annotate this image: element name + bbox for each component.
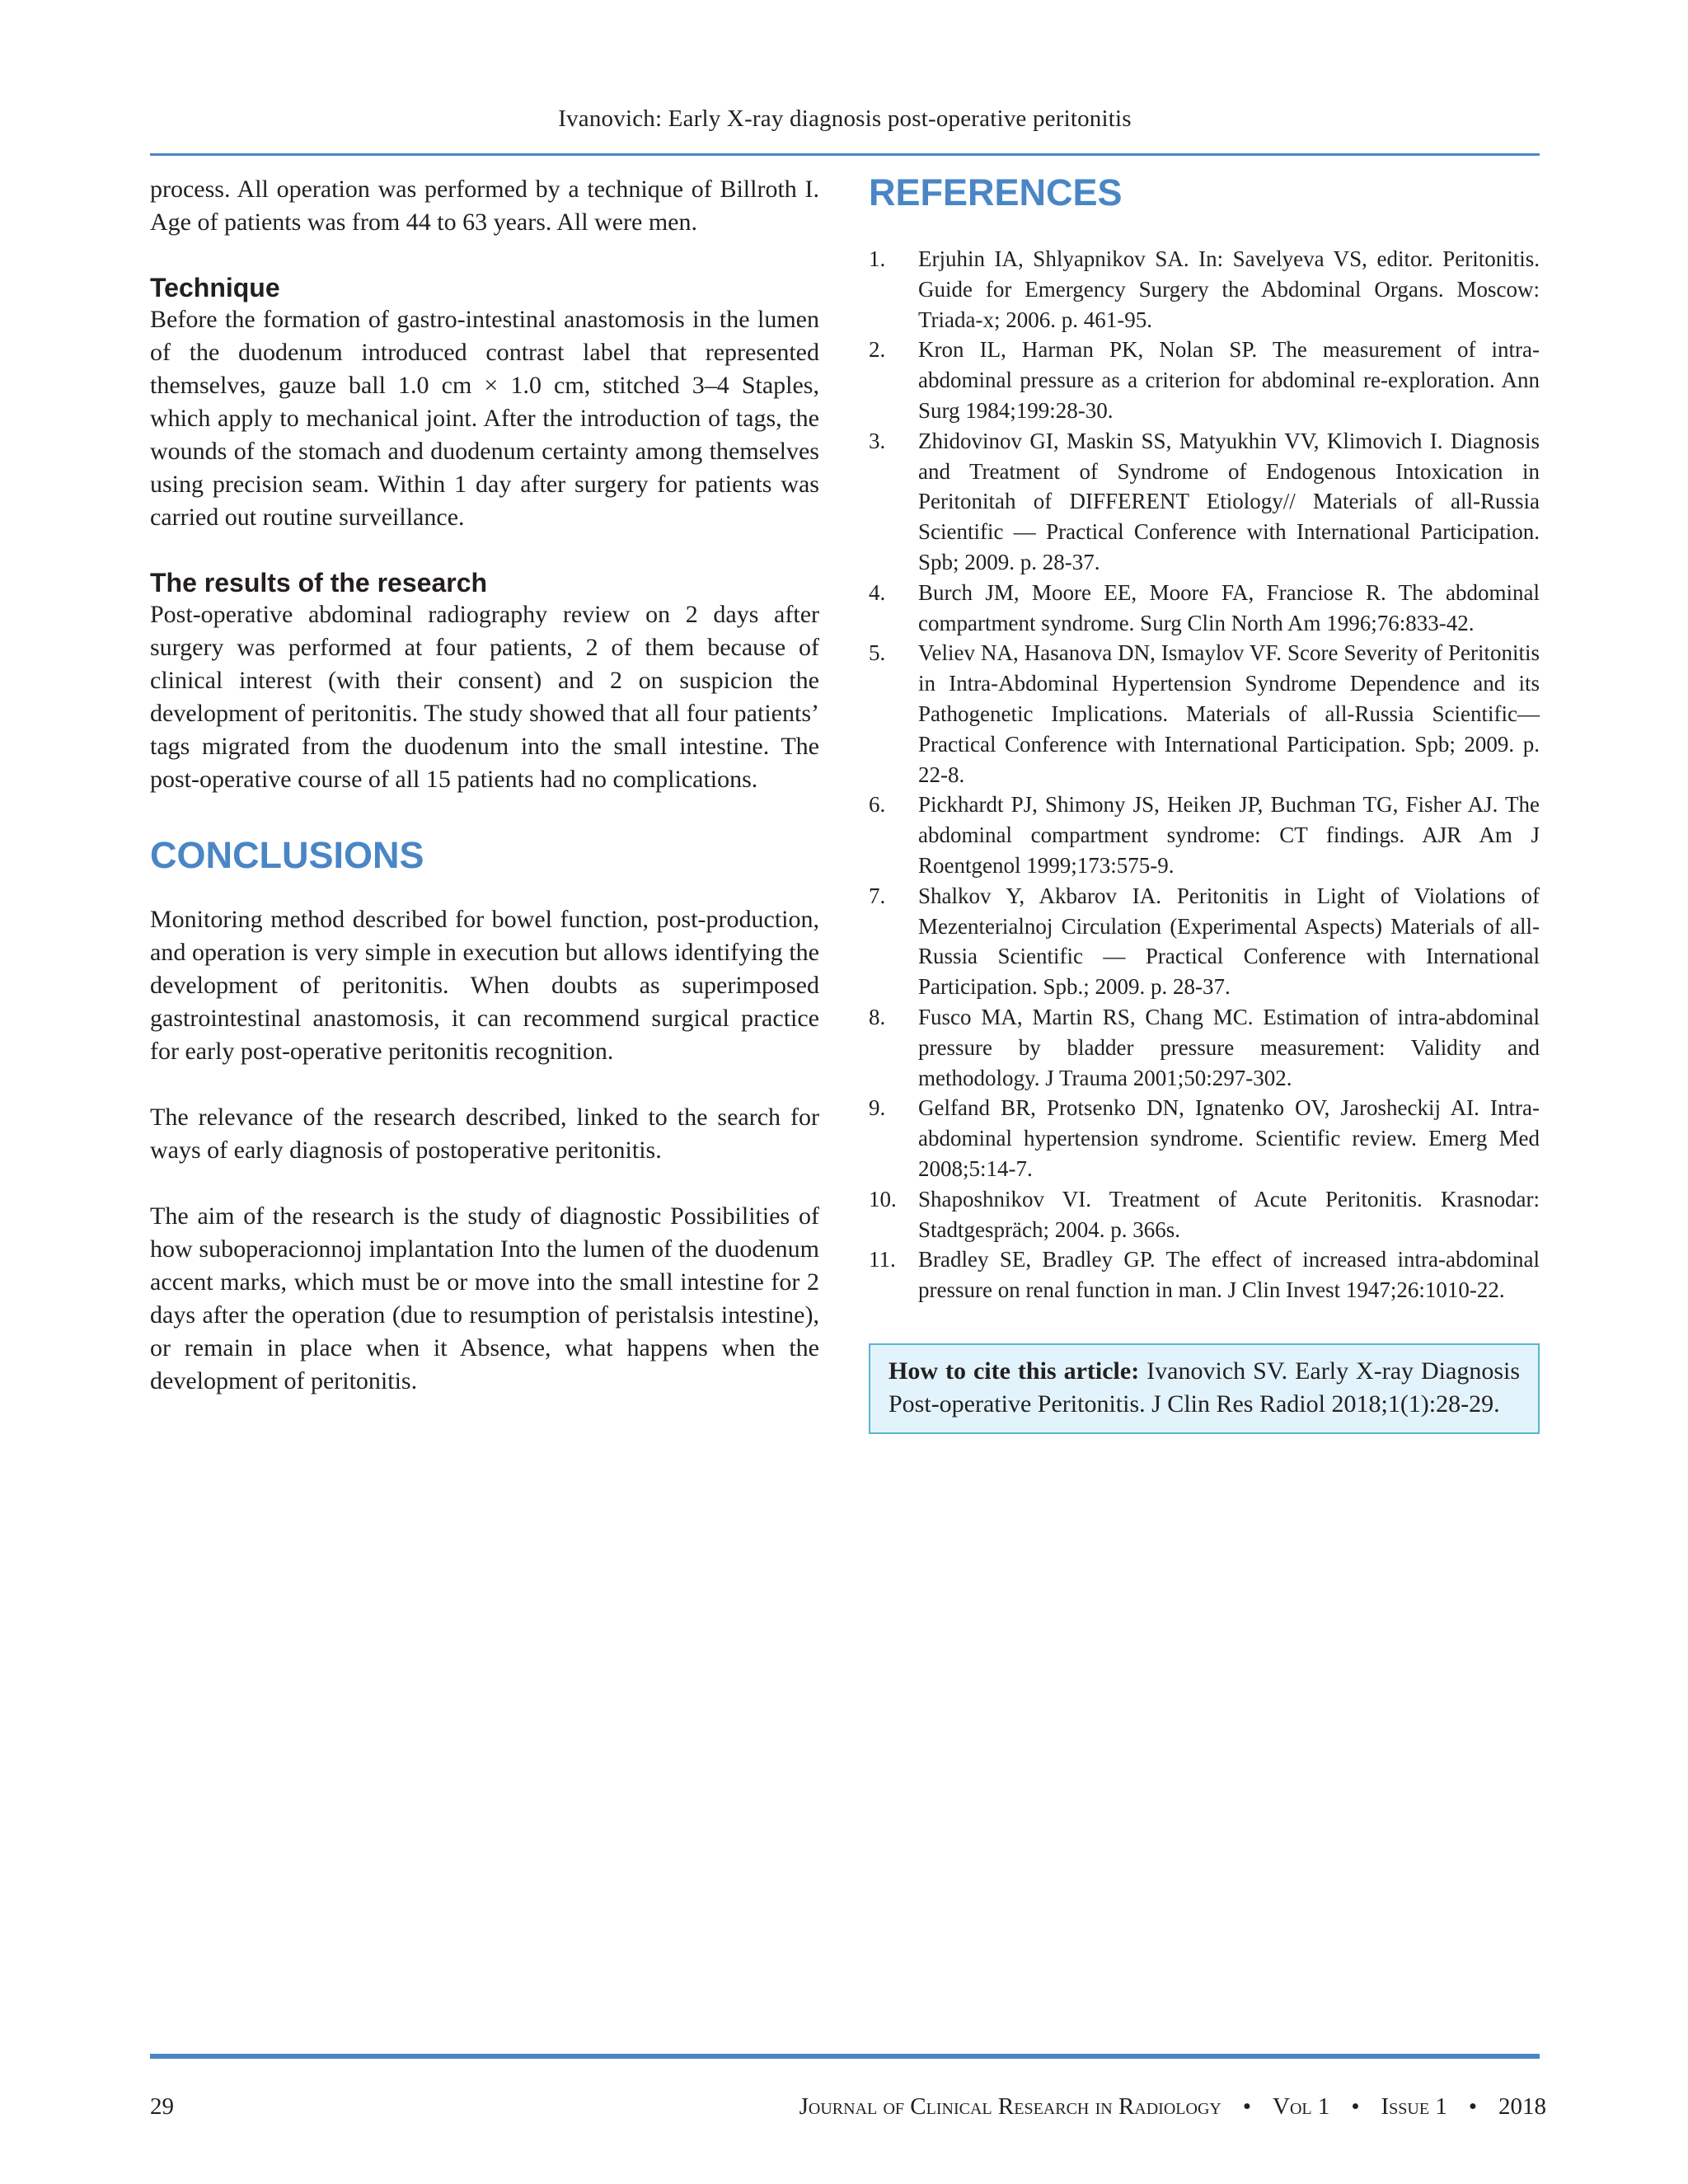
right-column <box>869 168 1540 1434</box>
reference-number: 10. <box>869 1186 897 1212</box>
intro-paragraph: process. All operation was performed by a technique of Billroth I. Age of patients was from 44 to 63 years. All were men. <box>150 176 819 236</box>
reference-item <box>869 244 1540 335</box>
reference-number: 11. <box>869 1247 896 1272</box>
reference-text: Fusco MA, Martin RS, Chang MC. Estimation of intra-abdominal pressure by bladder pressure measurement: Validity and methodology. J Trauma 2001;50:297-302. <box>918 1004 1540 1090</box>
reference-number: 5. <box>869 640 886 666</box>
reference-text: Gelfand BR, Protsenko DN, Ignatenko OV, Jarosheckij AI. Intra-abdominal hypertension syndrome. Scientific review. Emerg Med 2008;5:14-7. <box>918 1095 1540 1181</box>
separator-bullet: • <box>1351 2093 1360 2120</box>
technique-heading: Technique <box>150 273 280 302</box>
reference-text: Pickhardt PJ, Shimony JS, Heiken JP, Buchman TG, Fisher AJ. The abdominal compartment syndrome: CT findings. AJR Am J Roentgenol 1999;173:575-9. <box>918 792 1540 878</box>
reference-text: Shaposhnikov VI. Treatment of Acute Peritonitis. Krasnodar: Stadtgespräch; 2004. p. 366s. <box>918 1186 1540 1242</box>
journal-volume: Vol 1 <box>1273 2093 1330 2120</box>
spacer <box>150 1167 819 1200</box>
reference-number: 6. <box>869 792 886 818</box>
citation-text: Ivanovich SV. Early X-ray Diagnosis Post-operative Peritonitis. J Clin Res Radiol 2018;1(1):28-29. <box>889 1357 1521 1418</box>
journal-name: Journal of Clinical Research in Radiology <box>799 2093 1221 2120</box>
reference-item <box>869 1184 1540 1245</box>
reference-text: Burch JM, Moore EE, Moore FA, Franciose R. The abdominal compartment syndrome. Surg Clin North Am 1996;76:833-42. <box>918 579 1540 635</box>
journal-year: 2018 <box>1498 2093 1546 2120</box>
page-number: 29 <box>150 2093 174 2120</box>
reference-item <box>869 578 1540 639</box>
spacer <box>869 218 1540 244</box>
header-rule <box>150 153 1540 156</box>
reference-item <box>869 638 1540 790</box>
spacer <box>150 1068 819 1101</box>
references-heading: REFERENCES <box>869 171 1123 213</box>
conclusions-heading: CONCLUSIONS <box>150 834 424 876</box>
spacer <box>150 880 819 903</box>
reference-number: 2. <box>869 337 886 363</box>
conclusions-paragraph-1: Monitoring method described for bowel function, post-production, and operation is very simple in execution but allows identifying the development of peritonitis. When doubts as superimposed gastrointestinal anastomosis, it can recommend surgical practice for early post-operative peritonitis recognition. <box>150 906 819 1065</box>
reference-number: 7. <box>869 883 886 908</box>
separator-bullet: • <box>1468 2093 1477 2120</box>
reference-text: Shalkov Y, Akbarov IA. Peritonitis in Light of Violations of Mezenterialnoj Circulation (Experimental Aspects) Materials of all-Russia Scientific — Practical Conference with International Participation. Spb.; 2009. p. 28-37. <box>918 883 1540 1000</box>
journal-footer <box>799 2093 1546 2121</box>
reference-number: 3. <box>869 428 886 453</box>
reference-item <box>869 1244 1540 1305</box>
running-header: Ivanovich: Early X-ray diagnosis post-operative peritonitis <box>558 105 1132 132</box>
reference-text: Erjuhin IA, Shlyapnikov SA. In: Savelyeva VS, editor. Peritonitis. Guide for Emergency Surgery the Abdominal Organs. Moscow: Triada-x; 2006. p. 461-95. <box>918 246 1540 332</box>
reference-list <box>869 244 1540 1305</box>
reference-number: 1. <box>869 246 886 271</box>
journal-issue: Issue 1 <box>1381 2093 1447 2120</box>
reference-text: Veliev NA, Hasanova DN, Ismaylov VF. Score Severity of Peritonitis in Intra-Abdominal Hypertension Syndrome Dependence and its Pathogenetic Implications. Materials of all-Russia Scientific—Practical Conference with International Participation. Spb; 2009. p. 22-8. <box>918 640 1540 787</box>
separator-bullet: • <box>1242 2093 1251 2120</box>
reference-text: Kron IL, Harman PK, Nolan SP. The measurement of intra-abdominal pressure as a criterion for abdominal re-exploration. Ann Surg 1984;199:28-30. <box>918 337 1540 423</box>
conclusions-paragraph-3: The aim of the research is the study of diagnostic Possibilities of how suboperacionnoj implantation Into the lumen of the duodenum accent marks, which must be or move into the small intestine for 2 days after the operation (due to resumption of peristalsis intestine), or remain in place when it Absence, what happens when the development of peritonitis. <box>150 1202 819 1394</box>
citation-label: How to cite this article: <box>889 1357 1140 1385</box>
conclusions-paragraph-2: The relevance of the research described, linked to the search for ways of early diagnosis of postoperative peritonitis. <box>150 1104 819 1164</box>
results-heading: The results of the research <box>150 568 488 598</box>
reference-item <box>869 881 1540 1002</box>
spacer <box>150 796 819 831</box>
reference-item <box>869 335 1540 425</box>
reference-item <box>869 790 1540 880</box>
spacer <box>150 534 819 567</box>
reference-number: 4. <box>869 579 886 605</box>
technique-paragraph: Before the formation of gastro-intestinal anastomosis in the lumen of the duodenum introduced contrast label that represented themselves, gauze ball 1.0 cm × 1.0 cm, stitched 3–4 Staples, which apply to mechanical joint. After the introduction of tags, the wounds of the stomach and duodenum certainty among themselves using precision seam. Within 1 day after surgery for patients was carried out routine surveillance. <box>150 306 819 531</box>
reference-item <box>869 426 1540 578</box>
results-paragraph: Post-operative abdominal radiography review on 2 days after surgery was performed at four patients, 2 of them because of clinical interest (with their consent) and 2 on suspicion the development of peritonitis. The study showed that all four patients’ tags migrated from the duodenum into the small intestine. The post-operative course of all 15 patients had no complications. <box>150 601 819 793</box>
reference-text: Bradley SE, Bradley GP. The effect of increased intra-abdominal pressure on renal function in man. J Clin Invest 1947;26:1010-22. <box>918 1247 1540 1303</box>
reference-item <box>869 1002 1540 1093</box>
spacer <box>150 239 819 272</box>
citation-box <box>869 1343 1540 1434</box>
reference-text: Zhidovinov GI, Maskin SS, Matyukhin VV, Klimovich I. Diagnosis and Treatment of Syndrome of Endogenous Intoxication in Peritonitah of DIFFERENT Etiology// Materials of all-Russia Scientific — Practical Conference with International Participation. Spb; 2009. p. 28-37. <box>918 428 1540 574</box>
reference-number: 9. <box>869 1095 886 1121</box>
left-column <box>150 173 819 1398</box>
footer-rule <box>150 2054 1540 2059</box>
reference-number: 8. <box>869 1004 886 1029</box>
reference-item <box>869 1093 1540 1183</box>
